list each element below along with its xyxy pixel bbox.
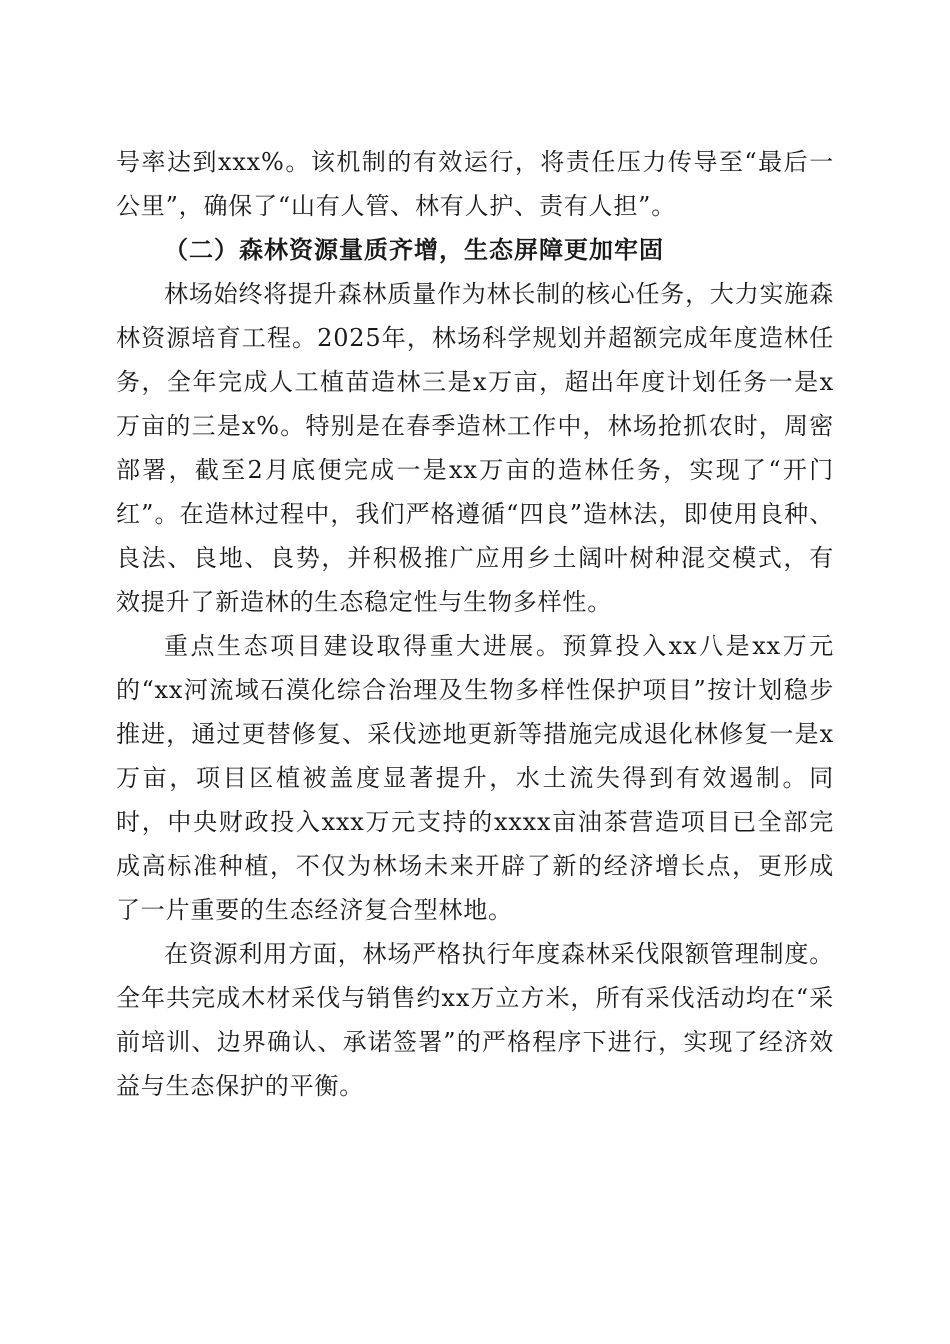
paragraph-resource-utilization: 在资源利用方面，林场严格执行年度森林采伐限额管理制度。全年共完成木材采伐与销售约xx万立方米，所有采伐活动均在“采前培训、边界确认、承诺签署”的严格程序下进行，实现了经济效益与生态保护的平衡。: [116, 940, 834, 1100]
paragraph-forest-quality: 林场始终将提升森林质量作为林长制的核心任务，大力实施森林资源培育工程。2025年，林场科学规划并超额完成年度造林任务，全年完成人工植苗造林三是x万亩，超出年度计划任务一是x万亩的三是x%。特别是在春季造林工作中，林场抢抓农时，周密部署，截至2月底便完成一是xx万亩的造林任务，实现了“开门红”。在造林过程中，我们严格遵循“四良”造林法，即使用良种、良法、良地、良势，并积极推广应用乡土阔叶树种混交模式，有效提升了新造林的生态稳定性与生物多样性。: [116, 280, 834, 616]
document-body: [116, 140, 834, 1108]
continued-paragraph: 号率达到xxx%。该机制的有效运行，将责任压力传导至“最后一公里”，确保了“山有人管、林有人护、责有人担”。: [116, 148, 834, 220]
section-heading: （二）森林资源量质齐增，生态屏障更加牢固: [164, 235, 664, 264]
paragraph-ecological-projects: 重点生态项目建设取得重大进展。预算投入xx八是xx万元的“xx河流域石漠化综合治理及生物多样性保护项目”按计划稳步推进，通过更替修复、采伐迹地更新等措施完成退化林修复一是x万亩，项目区植被盖度显著提升，水土流失得到有效遏制。同时，中央财政投入xxx万元支持的xxxx亩油茶营造项目已全部完成高标准种植，不仅为林场未来开辟了新的经济增长点，更形成了一片重要的生态经济复合型林地。: [116, 632, 834, 924]
